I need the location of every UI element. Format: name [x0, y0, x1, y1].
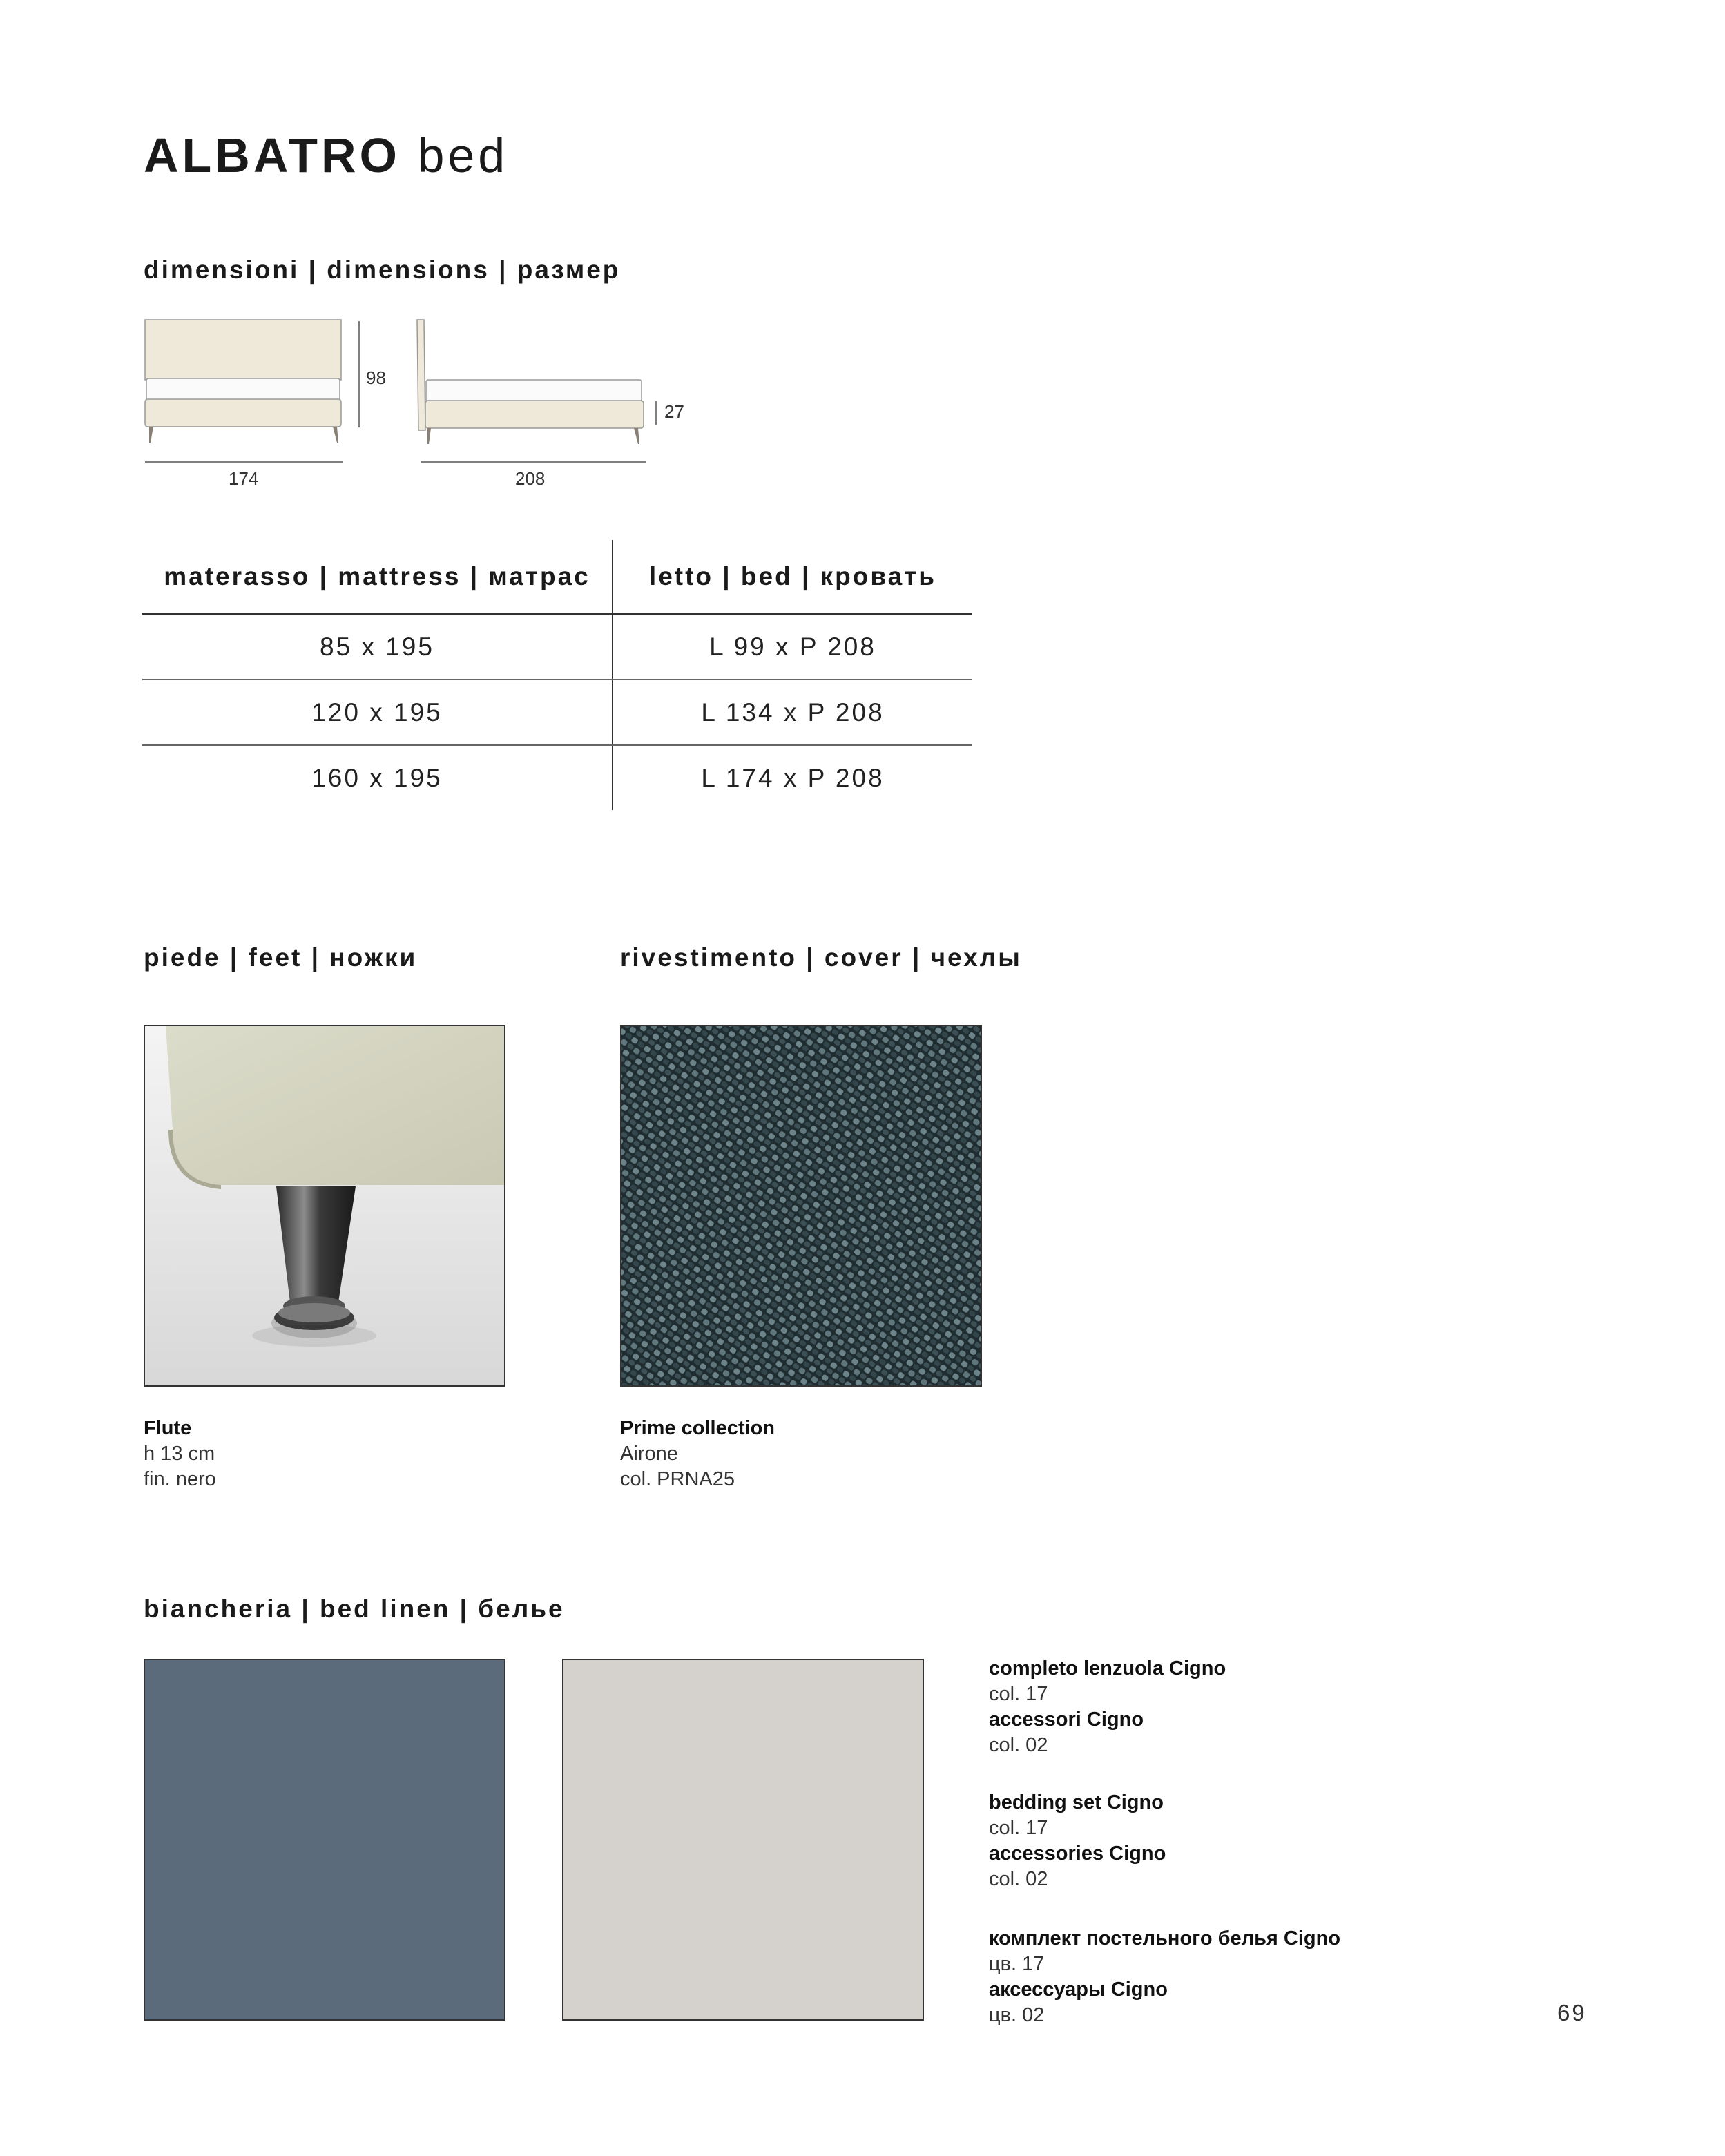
bed-base	[145, 399, 341, 427]
mattress-size-cell: 120 x 195	[142, 680, 613, 745]
cover-color-code: col. PRNA25	[620, 1468, 735, 1490]
page-number: 69	[1557, 2000, 1587, 2025]
linen-acc-col-it: col. 02	[989, 1734, 1048, 1756]
bed-side-view-diagram	[412, 314, 688, 494]
linen-set-en: bedding set Cigno	[989, 1791, 1164, 1813]
linen-set-col-it: col. 17	[989, 1683, 1048, 1705]
mattress-size-cell: 85 x 195	[142, 614, 613, 680]
bed-base-side	[425, 401, 644, 428]
cover-collection: Prime collection	[620, 1417, 775, 1439]
feet-caption	[144, 1416, 216, 1492]
side-height-label: 27	[664, 401, 684, 422]
linen-details-english	[989, 1790, 1166, 1892]
mattress-column-header: materasso | mattress | матрас	[142, 540, 613, 614]
mattress	[146, 378, 340, 401]
cover-fabric-swatch	[620, 1025, 982, 1387]
cover-caption	[620, 1416, 775, 1492]
bed-column-header: letto | bed | кровать	[613, 540, 972, 614]
table-row	[142, 614, 972, 680]
linen-swatch-grey	[562, 1659, 924, 2021]
product-type: bed	[417, 128, 509, 182]
headboard	[145, 320, 341, 380]
table-row	[142, 745, 972, 810]
cover-heading: rivestimento | cover | чехлы	[620, 943, 1022, 972]
linen-acc-col-ru: цв. 02	[989, 2004, 1045, 2026]
dimensions-heading: dimensioni | dimensions | размер	[144, 256, 621, 284]
cover-fabric-name: Airone	[620, 1443, 678, 1465]
linen-set-ru: комплект постельного белья Cigno	[989, 1927, 1341, 1950]
feet-finish: fin. nero	[144, 1468, 216, 1490]
leg-side-left	[427, 428, 431, 444]
flute-leg-image	[145, 1026, 504, 1385]
headboard-side	[417, 320, 425, 430]
front-width-label: 174	[229, 468, 259, 489]
linen-details-russian	[989, 1926, 1340, 2028]
sizes-table	[142, 540, 972, 810]
linen-acc-it: accessori Cigno	[989, 1709, 1144, 1731]
bed-size-cell: L 134 x P 208	[613, 680, 972, 745]
mattress-size-cell: 160 x 195	[142, 745, 613, 810]
linen-heading: biancheria | bed linen | белье	[144, 1595, 565, 1623]
fabric-texture	[621, 1026, 981, 1385]
feet-heading: piede | feet | ножки	[144, 943, 418, 972]
linen-set-col-en: col. 17	[989, 1817, 1048, 1839]
table-row	[142, 680, 972, 745]
page-title	[144, 128, 509, 182]
mattress-side	[426, 380, 642, 402]
bed-front-view-diagram	[138, 314, 401, 494]
product-name: ALBATRO	[144, 128, 401, 182]
bed-size-cell: L 99 x P 208	[613, 614, 972, 680]
leg-left	[149, 427, 153, 443]
linen-acc-col-en: col. 02	[989, 1868, 1048, 1890]
linen-set-it: completo lenzuola Cigno	[989, 1657, 1226, 1679]
linen-swatch-blue	[144, 1659, 505, 2021]
table-header-row	[142, 540, 972, 614]
feet-photo	[144, 1025, 505, 1387]
linen-set-col-ru: цв. 17	[989, 1953, 1045, 1975]
leg-side-right	[634, 428, 639, 444]
leg-right	[333, 427, 338, 443]
feet-name: Flute	[144, 1417, 192, 1439]
feet-height: h 13 cm	[144, 1443, 215, 1465]
side-length-label: 208	[515, 468, 546, 489]
linen-acc-ru: аксессуары Cigno	[989, 1979, 1168, 2001]
linen-details-italian	[989, 1656, 1226, 1758]
front-height-label: 98	[366, 367, 386, 388]
bed-size-cell: L 174 x P 208	[701, 763, 885, 792]
linen-acc-en: accessories Cigno	[989, 1842, 1166, 1865]
